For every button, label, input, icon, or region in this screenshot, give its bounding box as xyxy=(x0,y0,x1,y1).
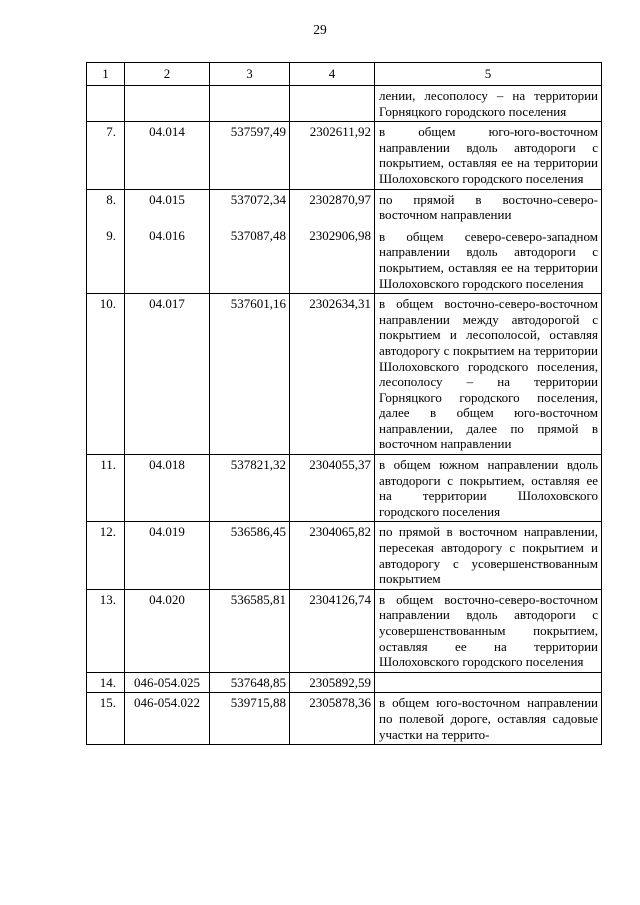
point-code: 04.016 xyxy=(149,228,185,244)
table-row xyxy=(87,589,602,672)
coord-x: 537072,34 xyxy=(230,191,286,207)
coord-y: 2304065,82 xyxy=(290,522,375,589)
coord-x: 537821,32 xyxy=(210,455,290,522)
row-description: в общем восточно-северо-восточном направлении вдоль автодороги с усовершенствованным покрытием, оставляя ее на территории Шолоховского городского поселения xyxy=(375,589,602,672)
point-code: 04.018 xyxy=(125,455,210,522)
coord-x: 536585,81 xyxy=(210,589,290,672)
table-row xyxy=(87,455,602,522)
coord-x: 536586,45 xyxy=(210,522,290,589)
coord-y: 2304126,74 xyxy=(290,589,375,672)
point-code: 046-054.025 xyxy=(125,672,210,693)
boundary-table xyxy=(86,62,602,745)
row-description: в общем восточно-северо-восточном направлении между автодорогой с покрытием и лесополосой, оставляя автодорогу с покрытием на территории Шолоховского городского поселения, лесополосу – на территории Горняцкого городского поселения, далее в общем юго-восточном направлении, далее по прямой в восточном направлении xyxy=(375,294,602,455)
column-header: 3 xyxy=(210,63,290,86)
table-row xyxy=(87,86,602,122)
coord-y: 2304055,37 xyxy=(290,455,375,522)
point-code: 04.014 xyxy=(125,122,210,189)
point-code: 04.017 xyxy=(125,294,210,455)
row-description: в общем северо-северо-западном направлении вдоль автодороги с покрытием, оставляя ее на территории Шолоховского городского поселения xyxy=(379,228,598,291)
row-number: 12. xyxy=(87,522,125,589)
coord-y: 2302611,92 xyxy=(290,122,375,189)
table-row xyxy=(87,122,602,189)
column-header: 2 xyxy=(125,63,210,86)
coord-y: 2305878,36 xyxy=(290,693,375,745)
row-number: 10. xyxy=(87,294,125,455)
coord-x: 537597,49 xyxy=(210,122,290,189)
row-description: лении, лесополосу – на территории Горняцкого городского поселения xyxy=(375,86,602,122)
coord-y: 2302634,31 xyxy=(290,294,375,455)
coord-x: 539715,88 xyxy=(210,693,290,745)
coord-y: 2302870,97 xyxy=(309,191,371,207)
row-number: 8. xyxy=(106,191,116,207)
table-row xyxy=(87,294,602,455)
coord-x: 537087,48 xyxy=(230,228,286,244)
column-header: 5 xyxy=(375,63,602,86)
column-header: 1 xyxy=(87,63,125,86)
row-number: 15. xyxy=(87,693,125,745)
point-code: 04.020 xyxy=(125,589,210,672)
table-row xyxy=(87,522,602,589)
page-number: 29 xyxy=(313,22,327,37)
table-row xyxy=(87,189,602,294)
row-description xyxy=(375,672,602,693)
point-code: 04.019 xyxy=(125,522,210,589)
row-number: 7. xyxy=(87,122,125,189)
row-number: 13. xyxy=(87,589,125,672)
coord-y: 2305892,59 xyxy=(290,672,375,693)
row-description: в общем юго-юго-восточном направлении вдоль автодороги с покрытием, оставляя ее на территории Шолоховского городского поселения xyxy=(375,122,602,189)
point-code: 04.015 xyxy=(149,191,185,207)
coord-x: 537601,16 xyxy=(210,294,290,455)
coord-x: 537648,85 xyxy=(210,672,290,693)
row-description: в общем юго-восточном направлении по полевой дороге, оставляя садовые участки на террито- xyxy=(375,693,602,745)
table-row xyxy=(87,672,602,693)
table-header-row xyxy=(87,63,602,86)
table-row xyxy=(87,693,602,745)
row-number: 9. xyxy=(106,228,116,244)
coord-y: 2302906,98 xyxy=(309,228,371,244)
row-number: 14. xyxy=(87,672,125,693)
row-description: по прямой в восточно-северо-восточном направлении xyxy=(379,191,598,223)
row-description: в общем южном направлении вдоль автодороги с покрытием, оставляя ее на территории Шолоховского городского поселения xyxy=(375,455,602,522)
column-header: 4 xyxy=(290,63,375,86)
point-code: 046-054.022 xyxy=(125,693,210,745)
row-description: по прямой в восточном направлении, пересекая автодорогу с покрытием и автодорогу с усовершенствованным покрытием xyxy=(375,522,602,589)
row-number: 11. xyxy=(87,455,125,522)
